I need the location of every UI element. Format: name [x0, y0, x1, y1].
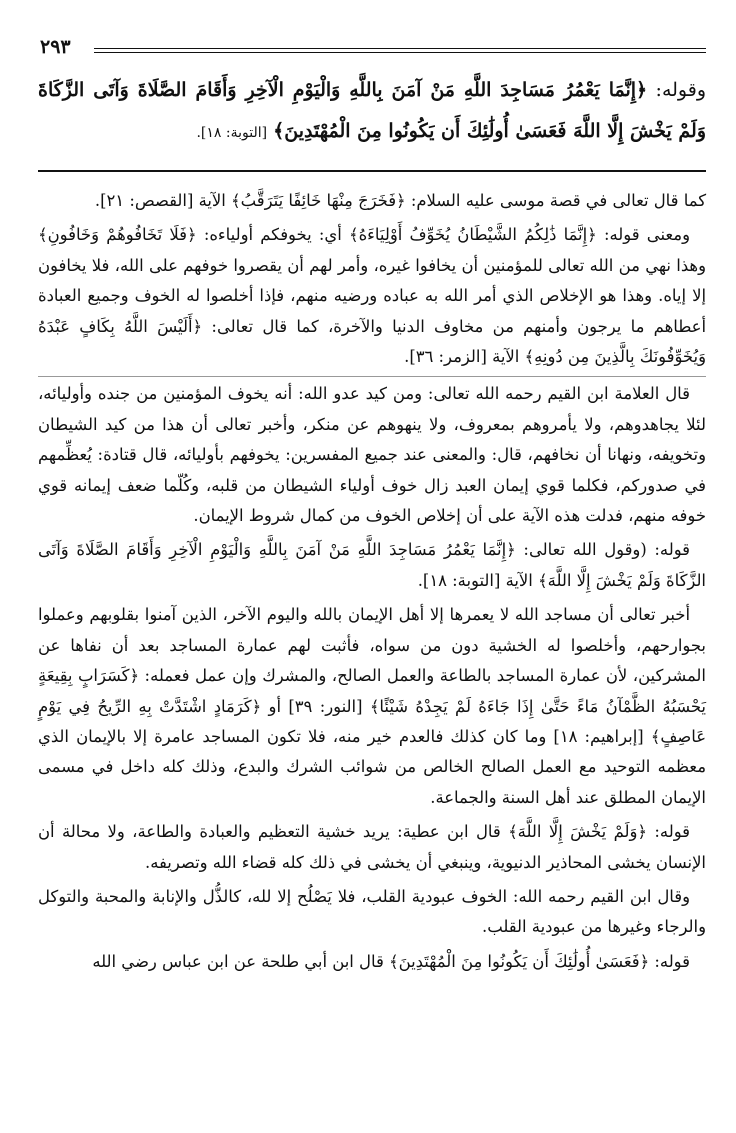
- commentary-paragraph-6: قوله: ﴿وَلَمْ يَخْشَ إِلَّا اللَّهَ﴾ قال ابن عطية: يريد خشية التعظيم والعبادة والطاعة، ولا محالة أن الإنسان يخشى المحاذير الدنيوية، وينبغي أن يخشى في ذلك كله قضاء الله وتصريفه.: [38, 822, 706, 872]
- commentary: [38, 186, 706, 977]
- commentary-paragraph-2: ومعنى قوله: ﴿إِنَّمَا ذَٰلِكُمُ الشَّيْطَانُ يُخَوِّفُ أَوْلِيَاءَهُ﴾ أي: يخوفكم أولياءه: ﴿فَلَا تَخَافُوهُمْ وَخَافُونِ﴾ وهذا نهي من الله تعالى للمؤمنين أن يخافوا غيره، وأمر لهم أن يقصروا خوفهم على الله، فلا يخافون إلا إياه. وهذا هو الإخلاص الذي أمر الله به عباده ورضيه منهم، فإذا أخلصوا له الخوف وجميع العبادة أعطاهم ما يرجون وأمنهم من مخاوف الدنيا والآخرة، كما قال تعالى: ﴿أَلَيْسَ اللَّهُ بِكَافٍ عَبْدَهُ وَيُخَوِّفُونَكَ بِالَّذِينَ مِن دُونِهِ﴾ الآية [الزمر: ٣٦].: [38, 225, 706, 367]
- commentary-paragraph-5: أخبر تعالى أن مساجد الله لا يعمرها إلا أهل الإيمان بالله واليوم الآخر، الذين آمنوا بقلوبهم وعملوا بجوارحهم، وأخلصوا له الخشية دون من سواه، فأثبت لهم عمارة المساجد بعد أن نفاها عن المشركين، لأن عمارة المساجد بالطاعة والعمل الصالح، والمشرك وإن عمل فعمله: ﴿كَسَرَابٍ بِقِيعَةٍ يَحْسَبُهُ الظَّمْآنُ مَاءً حَتَّىٰ إِذَا جَاءَهُ لَمْ يَجِدْهُ شَيْئًا﴾ [النور: ٣٩] أو ﴿كَرَمَادٍ اشْتَدَّتْ بِهِ الرِّيحُ فِي يَوْمٍ عَاصِفٍ﴾ [إبراهيم: ١٨] وما كان كذلك فالعدم خير منه، فلا تكون المساجد عامرة إلا بالإيمان الذي معظمه التوحيد مع العمل الصالح الخالص من شوائب الشرك والبدع، وذلك كله داخل في مسمى الإيمان المطلق عند أهل السنة والجماعة.: [38, 605, 707, 807]
- commentary-paragraph-8: قوله: ﴿فَعَسَىٰ أُولَٰئِكَ أَن يَكُونُوا مِنَ الْمُهْتَدِينَ﴾ قال ابن أبي طلحة عن ابن عباس رضي الله: [92, 951, 690, 971]
- verse-reference: [التوبة: ١٨].: [196, 125, 268, 141]
- header-rule: [94, 48, 706, 53]
- verse-text: ﴿إِنَّمَا يَعْمُرُ مَسَاجِدَ اللَّهِ مَنْ آمَنَ بِاللَّهِ وَالْيَوْمِ الْآخِرِ وَأَقَامَ الصَّلَاةَ وَآتَى الزَّكَاةَ وَلَمْ يَخْشَ إِلَّا اللَّهَ فَعَسَىٰ أُولَٰئِكَ أَن يَكُونُوا مِنَ الْمُهْتَدِينَ﴾: [38, 79, 706, 142]
- section-separator: [38, 170, 706, 172]
- commentary-paragraph-3: قال العلامة ابن القيم رحمه الله تعالى: ومن كيد عدو الله: أنه يخوف المؤمنين من جنده وأوليائه، لئلا يجاهدوهم، ولا يأمروهم بمعروف، ولا ينهوهم عن منكر، وأخبر تعالى أن هذا من كيد الشيطان وتخويفه، ونهانا أن نخافهم، قال: والمعنى عند جميع المفسرين: يخوفهم بأوليائه، قال قتادة: يُعظِّمهم في صدوركم، فكلما قوي إيمان العبد زال خوف أولياء الشيطان من قلبه، وكُلّما ضعف إيمانه قوي خوفه منهم، فدلت هذه الآية على أن إخلاص الخوف من كمال شروط الإيمان.: [38, 376, 706, 531]
- verse-intro: وقوله:: [647, 79, 706, 101]
- page-header: [38, 28, 706, 62]
- commentary-paragraph-1: كما قال تعالى في قصة موسى عليه السلام: ﴿فَخَرَجَ مِنْهَا خَائِفًا يَتَرَقَّبُ﴾ الآية [القصص: ٢١].: [94, 191, 706, 210]
- book-page: [38, 28, 706, 1118]
- commentary-paragraph-4: قوله: (وقول الله تعالى: ﴿إِنَّمَا يَعْمُرُ مَسَاجِدَ اللَّهِ مَنْ آمَنَ بِاللَّهِ وَالْيَوْمِ الْآخِرِ وَأَقَامَ الصَّلَاةَ وَآتَى الزَّكَاةَ وَلَمْ يَخْشَ إِلَّا اللَّهَ﴾ الآية [التوبة: ١٨].: [38, 540, 706, 590]
- page-number: ٢٩٣: [40, 36, 71, 58]
- verse-block: [38, 70, 706, 154]
- commentary-paragraph-7: وقال ابن القيم رحمه الله: الخوف عبودية القلب، فلا يَصْلُح إلا لله، كالذُّل والإنابة والمحبة والتوكل والرجاء وغيرها من عبودية القلب.: [38, 886, 706, 937]
